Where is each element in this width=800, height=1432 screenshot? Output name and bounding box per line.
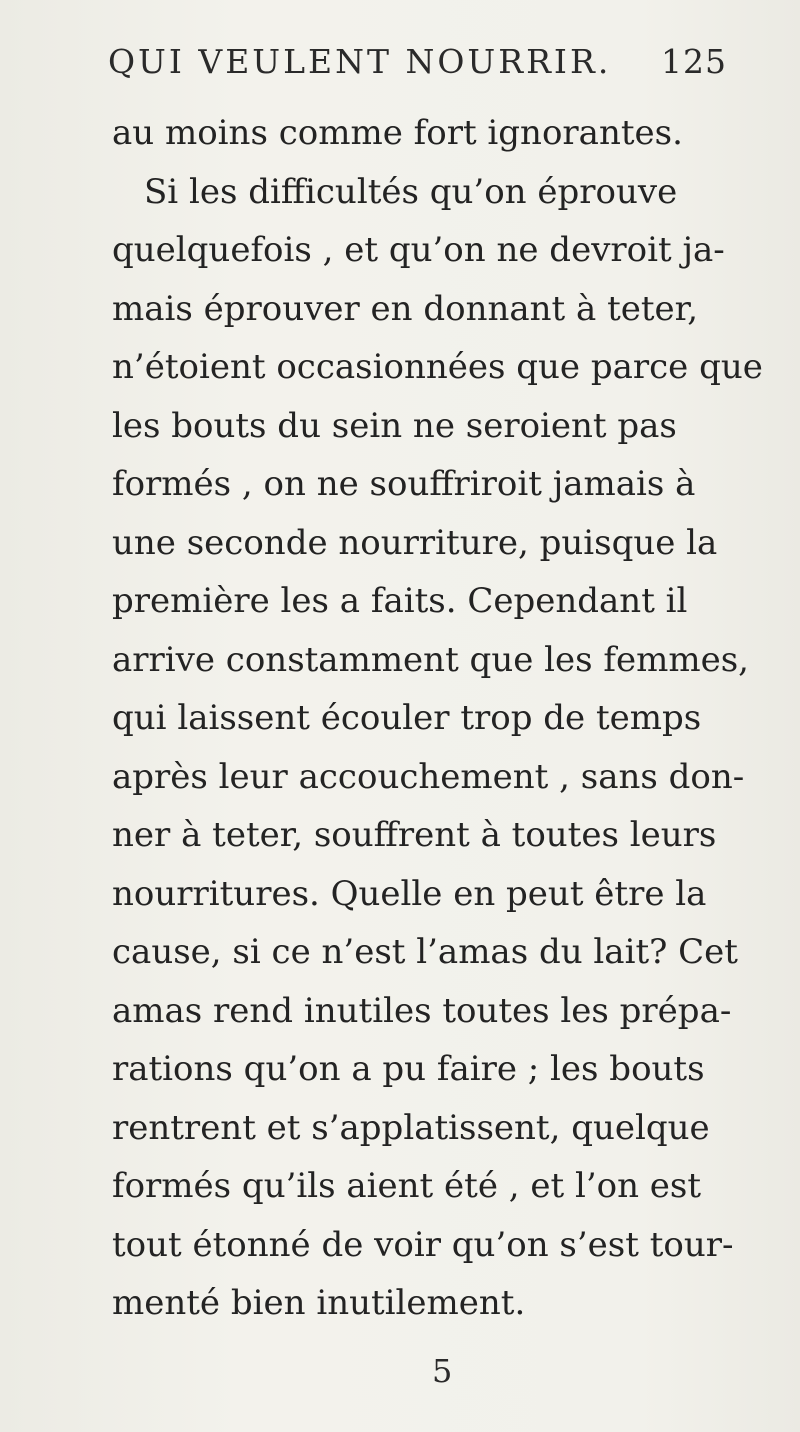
body-text	[112, 104, 772, 1333]
text-line: menté bien inutilement.	[112, 1283, 526, 1323]
text-line: après leur accouchement , sans don-	[112, 756, 745, 797]
text-line: au moins comme fort ignorantes.	[112, 113, 683, 153]
text-line: amas rend inutiles toutes les prépa-	[112, 990, 732, 1031]
text-line: formés , on ne souffriroit jamais à	[112, 464, 696, 504]
text-line: tout étonné de voir qu’on s’est tour-	[112, 1224, 734, 1265]
text-line: qui laissent écouler trop de temps	[112, 698, 702, 738]
text-line: formés qu’ils aient été , et l’on est	[112, 1166, 702, 1206]
text-line: Si les difficultés qu’on éprouve	[144, 171, 678, 212]
text-line: cause, si ce n’est l’amas du lait? Cet	[112, 932, 738, 972]
text-line: n’étoient occasionnées que parce que	[112, 347, 763, 387]
text-line: ner à teter, souffrent à toutes leurs	[112, 815, 717, 855]
running-head	[108, 42, 768, 92]
text-line: quelquefois , et qu’on ne devroit ja-	[112, 230, 725, 270]
text-line: les bouts du sein ne seroient pas	[112, 405, 677, 446]
page-number: 125	[661, 42, 727, 81]
text-line: nourritures. Quelle en peut être la	[112, 873, 707, 914]
text-line: rations qu’on a pu faire ; les bouts	[112, 1049, 705, 1089]
text-line: rentrent et s’applatissent, quelque	[112, 1107, 710, 1148]
text-line: une seconde nourriture, puisque la	[112, 522, 718, 563]
text-line: première les a faits. Cependant il	[112, 581, 688, 621]
signature-mark: 5	[432, 1352, 453, 1390]
running-head-title: QUI VEULENT NOURRIR.	[108, 42, 612, 81]
text-line: mais éprouver en donnant à teter,	[112, 288, 699, 329]
text-line: arrive constamment que les femmes,	[112, 639, 749, 680]
